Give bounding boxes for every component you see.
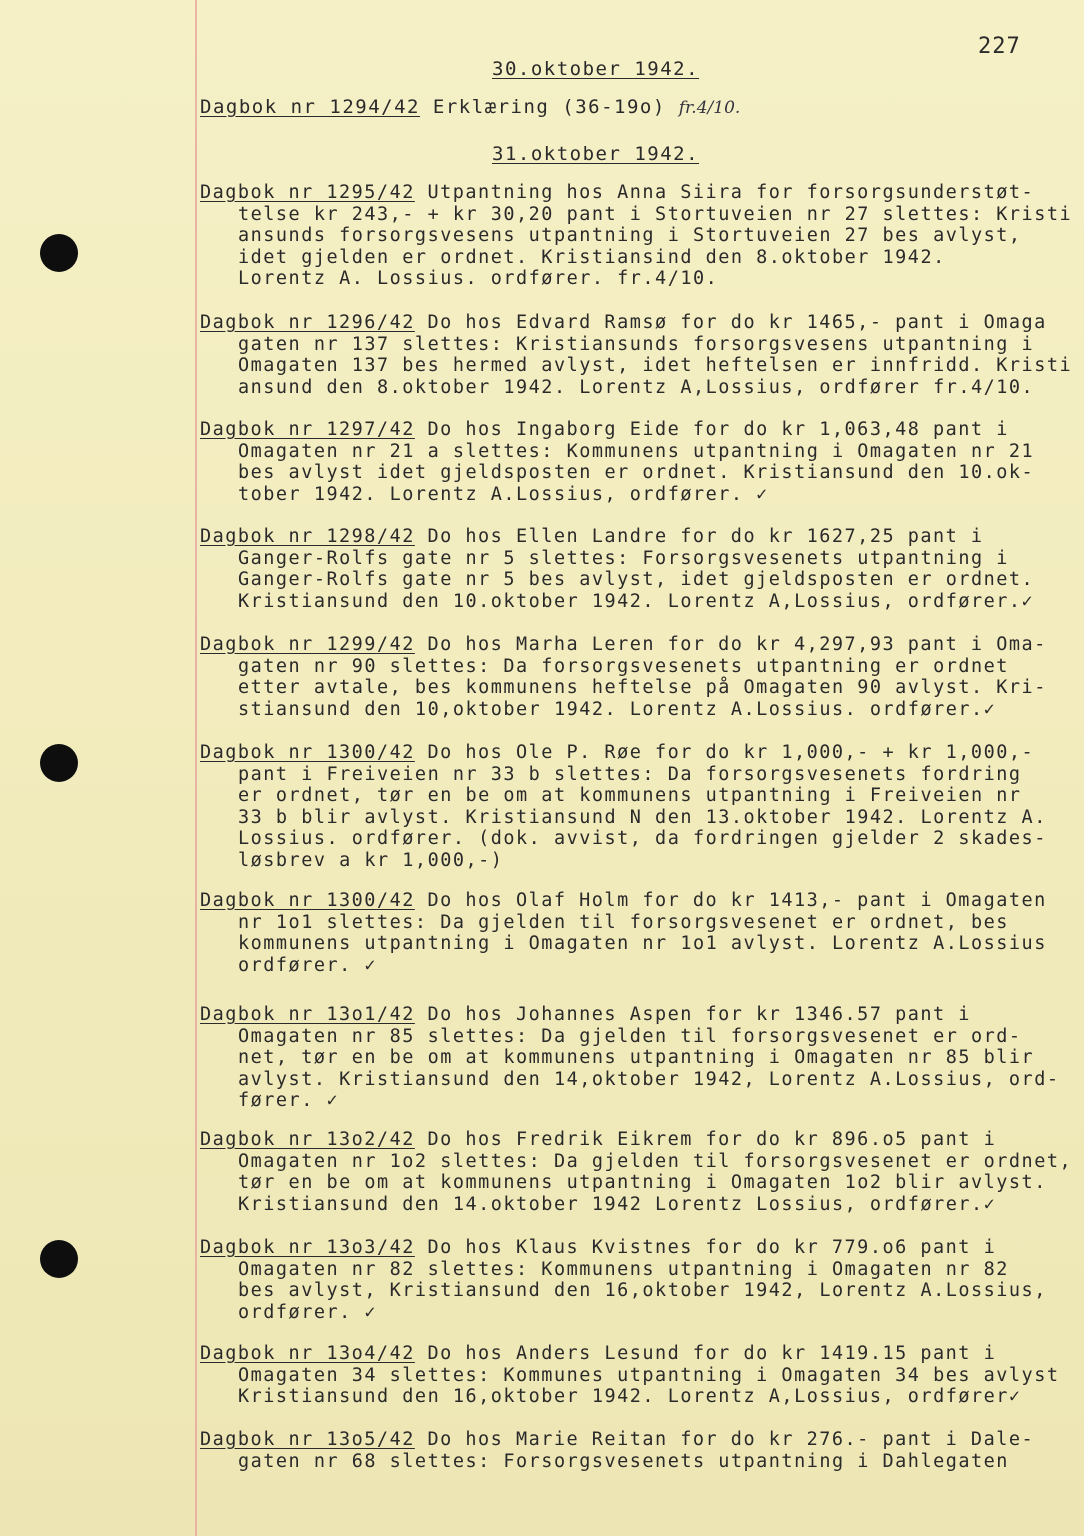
entry-text: Do hos Marha Leren for do kr 4,297,93 pant i Oma- [414, 634, 1047, 655]
journal-ref: Dagbok nr 1298/42 [200, 526, 415, 547]
entry-text: Do hos Olaf Holm for do kr 1413,- pant i Omagaten [414, 890, 1047, 911]
margin-rule [195, 0, 197, 1536]
journal-ref: Dagbok nr 1300/42 [200, 890, 415, 911]
entry-1304 [200, 1343, 1072, 1408]
entry-line: idet gjelden er ordnet. Kristiansind den 8.oktober 1942. [238, 246, 946, 268]
entry-line: tober 1942. Lorentz A.Lossius, ordfører. ✓ [238, 483, 769, 505]
entry-line: løsbrev a kr 1,000,-) [238, 849, 504, 871]
journal-ref: Dagbok nr 13o2/42 [200, 1129, 415, 1150]
page-number: 227 [978, 34, 1021, 59]
entry-line: ordfører. ✓ [238, 954, 378, 976]
entry-line: ordfører. ✓ [238, 1301, 378, 1323]
journal-ref: Dagbok nr 13o3/42 [200, 1237, 415, 1258]
entry-text: Do hos Fredrik Eikrem for do kr 896.o5 pant i [414, 1129, 997, 1150]
entry-line: Omagaten 34 slettes: Kommunes utpantning i Omagaten 34 bes avlyst [238, 1364, 1060, 1386]
entry-line: Omagaten nr 1o2 slettes: Da gjelden til forsorgsvesenet er ordnet, [238, 1150, 1073, 1172]
entry-line: bes avlyst, Kristiansund den 16,oktober 1942, Lorentz A.Lossius, [238, 1280, 1047, 1301]
entry-line: avlyst. Kristiansund den 14,oktober 1942, Lorentz A.Lossius, ord- [238, 1068, 1060, 1090]
entry-text: Do hos Ole P. Røe for do kr 1,000,- + kr 1,000,- [414, 742, 1035, 763]
journal-ref: Dagbok nr 13o1/42 [200, 1004, 415, 1025]
journal-ref: Dagbok nr 13o5/42 [200, 1429, 415, 1450]
entry-line: Omagaten nr 85 slettes: Da gjelden til forsorgsvesenet er ord- [238, 1025, 1022, 1047]
entry-line: gaten nr 90 slettes: Da forsorgsvesenets utpantning er ordnet [238, 655, 1009, 677]
entry-line: stiansund den 10,oktober 1942. Lorentz A.Lossius. ordfører.✓ [238, 698, 997, 720]
entry-text: Do hos Anders Lesund for do kr 1419.15 pant i [414, 1343, 997, 1364]
entry-line: Kristiansund den 16,oktober 1942. Lorentz A,Lossius, ordfører✓ [238, 1386, 1022, 1407]
entry-text: Do hos Ellen Landre for do kr 1627,25 pant i [414, 526, 984, 547]
punch-hole [40, 234, 78, 272]
entry-line: Omagaten nr 21 a slettes: Kommunens utpantning i Omagaten nr 21 [238, 440, 1035, 462]
entry-1296 [200, 312, 1072, 398]
entry-text: Utpantning hos Anna Siira for forsorgsunderstøt- [414, 182, 1035, 203]
entry-line: Ganger-Rolfs gate nr 5 slettes: Forsorgsvesenets utpantning i [238, 547, 1009, 569]
entry-1300b [200, 890, 1072, 976]
entry-line: Omagaten nr 82 slettes: Kommunens utpantning i Omagaten nr 82 [238, 1258, 1009, 1280]
journal-ref: Dagbok nr 1300/42 [200, 742, 415, 763]
entry-1294 [200, 96, 740, 118]
punch-hole [40, 744, 78, 782]
entry-line: telse kr 243,- + kr 30,20 pant i Stortuveien nr 27 slettes: Kristi [238, 203, 1073, 225]
entry-line: fører. ✓ [238, 1090, 340, 1111]
entry-line: etter avtale, bes kommunens heftelse på Omagaten 90 avlyst. Kri- [238, 677, 1047, 698]
entry-line: 33 b blir avlyst. Kristiansund N den 13.oktober 1942. Lorentz A. [238, 806, 1047, 828]
journal-ref: Dagbok nr 13o4/42 [200, 1343, 415, 1364]
entry-1303 [200, 1237, 1072, 1323]
punch-hole [40, 1240, 78, 1278]
entry-text: Do hos Johannes Aspen for kr 1346.57 pant i [414, 1004, 971, 1025]
entry-line: Kristiansund den 14.oktober 1942 Lorentz Lossius, ordfører.✓ [238, 1193, 997, 1215]
entry-line: pant i Freiveien nr 33 b slettes: Da forsorgsvesenets fordring [238, 763, 1022, 785]
date-heading: 30.oktober 1942. [492, 58, 700, 80]
entry-line: Lossius. ordfører. (dok. avvist, da fordringen gjelder 2 skades- [238, 828, 1047, 849]
entry-line: net, tør en be om at kommunens utpantning i Omagaten nr 85 blir [238, 1047, 1035, 1068]
entry-line: gaten nr 137 slettes: Kristiansunds forsorgsvesens utpantning i [238, 333, 1035, 355]
date-heading: 31.oktober 1942. [492, 143, 700, 165]
entry-line: Ganger-Rolfs gate nr 5 bes avlyst, idet gjeldsposten er ordnet. [238, 569, 1035, 590]
entry-line: Omagaten 137 bes hermed avlyst, idet heftelsen er innfridd. Kristi [238, 355, 1073, 376]
entry-1299 [200, 634, 1072, 720]
entry-line: tør en be om at kommunens utpantning i Omagaten 1o2 blir avlyst. [238, 1172, 1047, 1193]
journal-ref: Dagbok nr 1297/42 [200, 419, 415, 440]
entry-1305 [200, 1429, 1072, 1472]
entry-text: Do hos Klaus Kvistnes for do kr 779.o6 pant i [414, 1237, 997, 1258]
entry-1295 [200, 182, 1072, 290]
handwritten-note: fr.4/10. [678, 98, 741, 118]
entry-line: bes avlyst idet gjeldsposten er ordnet. Kristiansund den 10.ok- [238, 462, 1035, 483]
entry-line: Lorentz A. Lossius. ordfører. fr.4/10. [238, 268, 719, 289]
journal-ref: Dagbok nr 1294/42 [200, 96, 420, 118]
entry-line: ansunds forsorgsvesens utpantning i Stortuveien 27 bes avlyst, [238, 225, 1022, 246]
entry-line: Kristiansund den 10.oktober 1942. Lorentz A,Lossius, ordfører.✓ [238, 590, 1035, 612]
entry-line: gaten nr 68 slettes: Forsorgsvesenets utpantning i Dahlegaten [238, 1450, 1009, 1472]
entry-text: Do hos Marie Reitan for do kr 276.- pant i Dale- [414, 1429, 1035, 1450]
entry-text: Do hos Edvard Ramsø for do kr 1465,- pant i Omaga [414, 312, 1047, 333]
entry-1301 [200, 1004, 1072, 1112]
entry-text: Erklæring (36-19o) [419, 96, 679, 118]
journal-ref: Dagbok nr 1296/42 [200, 312, 415, 333]
entry-1297 [200, 419, 1072, 505]
journal-ref: Dagbok nr 1295/42 [200, 182, 415, 203]
entry-line: kommunens utpantning i Omagaten nr 1o1 avlyst. Lorentz A.Lossius [238, 933, 1047, 954]
entry-1302 [200, 1129, 1072, 1215]
entry-line: ansund den 8.oktober 1942. Lorentz A,Lossius, ordfører fr.4/10. [238, 376, 1035, 398]
entry-line: nr 1o1 slettes: Da gjelden til forsorgsvesenet er ordnet, bes [238, 911, 1009, 933]
entry-1300a [200, 742, 1072, 871]
entry-1298 [200, 526, 1072, 612]
entry-line: er ordnet, tør en be om at kommunens utpantning i Freiveien nr [238, 785, 1022, 806]
journal-ref: Dagbok nr 1299/42 [200, 634, 415, 655]
entry-text: Do hos Ingaborg Eide for do kr 1,063,48 pant i [414, 419, 1009, 440]
